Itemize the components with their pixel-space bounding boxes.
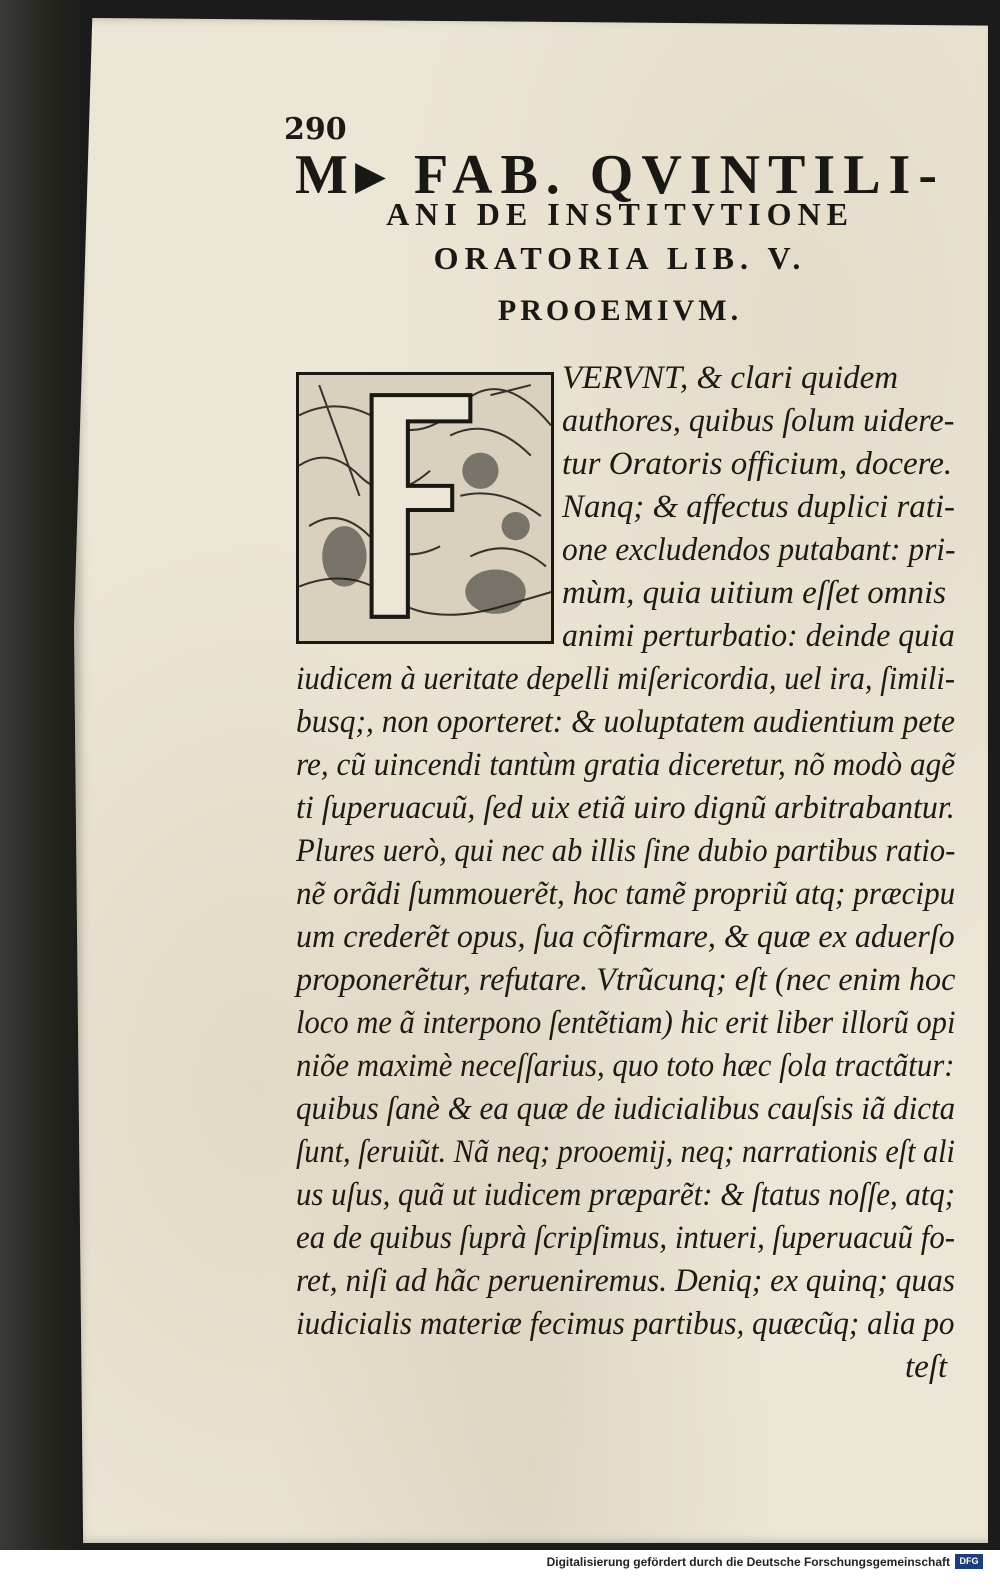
body-line: tur Oratoris officium, docere. <box>562 446 953 482</box>
body-line: niõe maximè neceſſarius, quo toto hæc ſola tractãtur: <box>296 1048 955 1084</box>
body-line: authores, quibus ſolum uidere- <box>562 403 955 439</box>
body-line: VERVNT, & clari quidem <box>562 360 899 396</box>
title-line-2: ANI DE INSTITVTIONE <box>386 196 854 232</box>
body-line: proponerẽtur, refutare. Vtrũcunq; eſt (nec enim hoc <box>296 962 956 998</box>
body-line: re, cũ uincendi tantùm gratia diceretur, nõ modò agẽ <box>296 747 956 783</box>
body-line: busq;, non oporteret: & uoluptatem audientium pete <box>296 704 955 740</box>
catchword: teſt <box>905 1349 948 1385</box>
body-line: animi perturbatio: deinde quia <box>562 618 955 654</box>
body-line: ret, niſi ad hãc perueniremus. Deniq; ex quinq; quas <box>296 1263 956 1299</box>
footer-credit: Digitalisierung gefördert durch die Deutsche Forschungsgemeinschaft <box>546 1555 950 1569</box>
body-line: loco me ã interpono ſentẽtiam) hic erit liber illorũ opi <box>296 1005 956 1041</box>
page-number: 290 <box>284 112 347 147</box>
body-line: ſunt, ſeruiũt. Nã neq; prooemij, neq; narrationis eſt ali <box>296 1134 955 1170</box>
body-line: Plures uerò, qui nec ab illis ſine dubio partibus ratio- <box>296 833 956 869</box>
body-line: Nanq; & affectus duplici rati- <box>562 489 955 525</box>
dfg-logo-icon: DFG <box>955 1554 983 1569</box>
body-line: one excludendos putabant: pri- <box>562 532 956 568</box>
body-line: ti ſuperuacuũ, ſed uix etiã uiro dignũ arbitrabantur. <box>296 790 955 826</box>
body-line: um crederẽt opus, ſua cõfirmare, & quæ ex aduerſo <box>296 919 955 955</box>
body-line: us uſus, quã ut iudicem præparẽt: & ſtatus noſſe, atq; <box>296 1177 956 1213</box>
body-line: nẽ orãdi ſummouerẽt, hoc tamẽ propriũ atq; præcipu <box>296 876 956 912</box>
title-line-3: ORATORIA LIB. V. <box>433 240 807 276</box>
body-line: iudicialis materiæ fecimus partibus, quæcũq; alia po <box>296 1306 955 1342</box>
title-line-1: M▸ FAB. QVINTILI- <box>295 144 945 206</box>
adjacent-page-edge <box>0 0 80 1550</box>
body-line: ea de quibus ſuprà ſcripſimus, intueri, ſuperuacuũ fo- <box>296 1220 956 1256</box>
section-heading: PROOEMIVM. <box>497 294 743 327</box>
body-line: quibus ſanè & ea quæ de iudicialibus cauſsis iã dicta <box>296 1091 956 1127</box>
body-line: iudicem à ueritate depelli miſericordia, uel ira, ſimili- <box>296 661 956 697</box>
body-line: mùm, quia uitium eſſet omnis <box>562 575 947 611</box>
woodcut-initial-F-icon <box>296 372 554 644</box>
